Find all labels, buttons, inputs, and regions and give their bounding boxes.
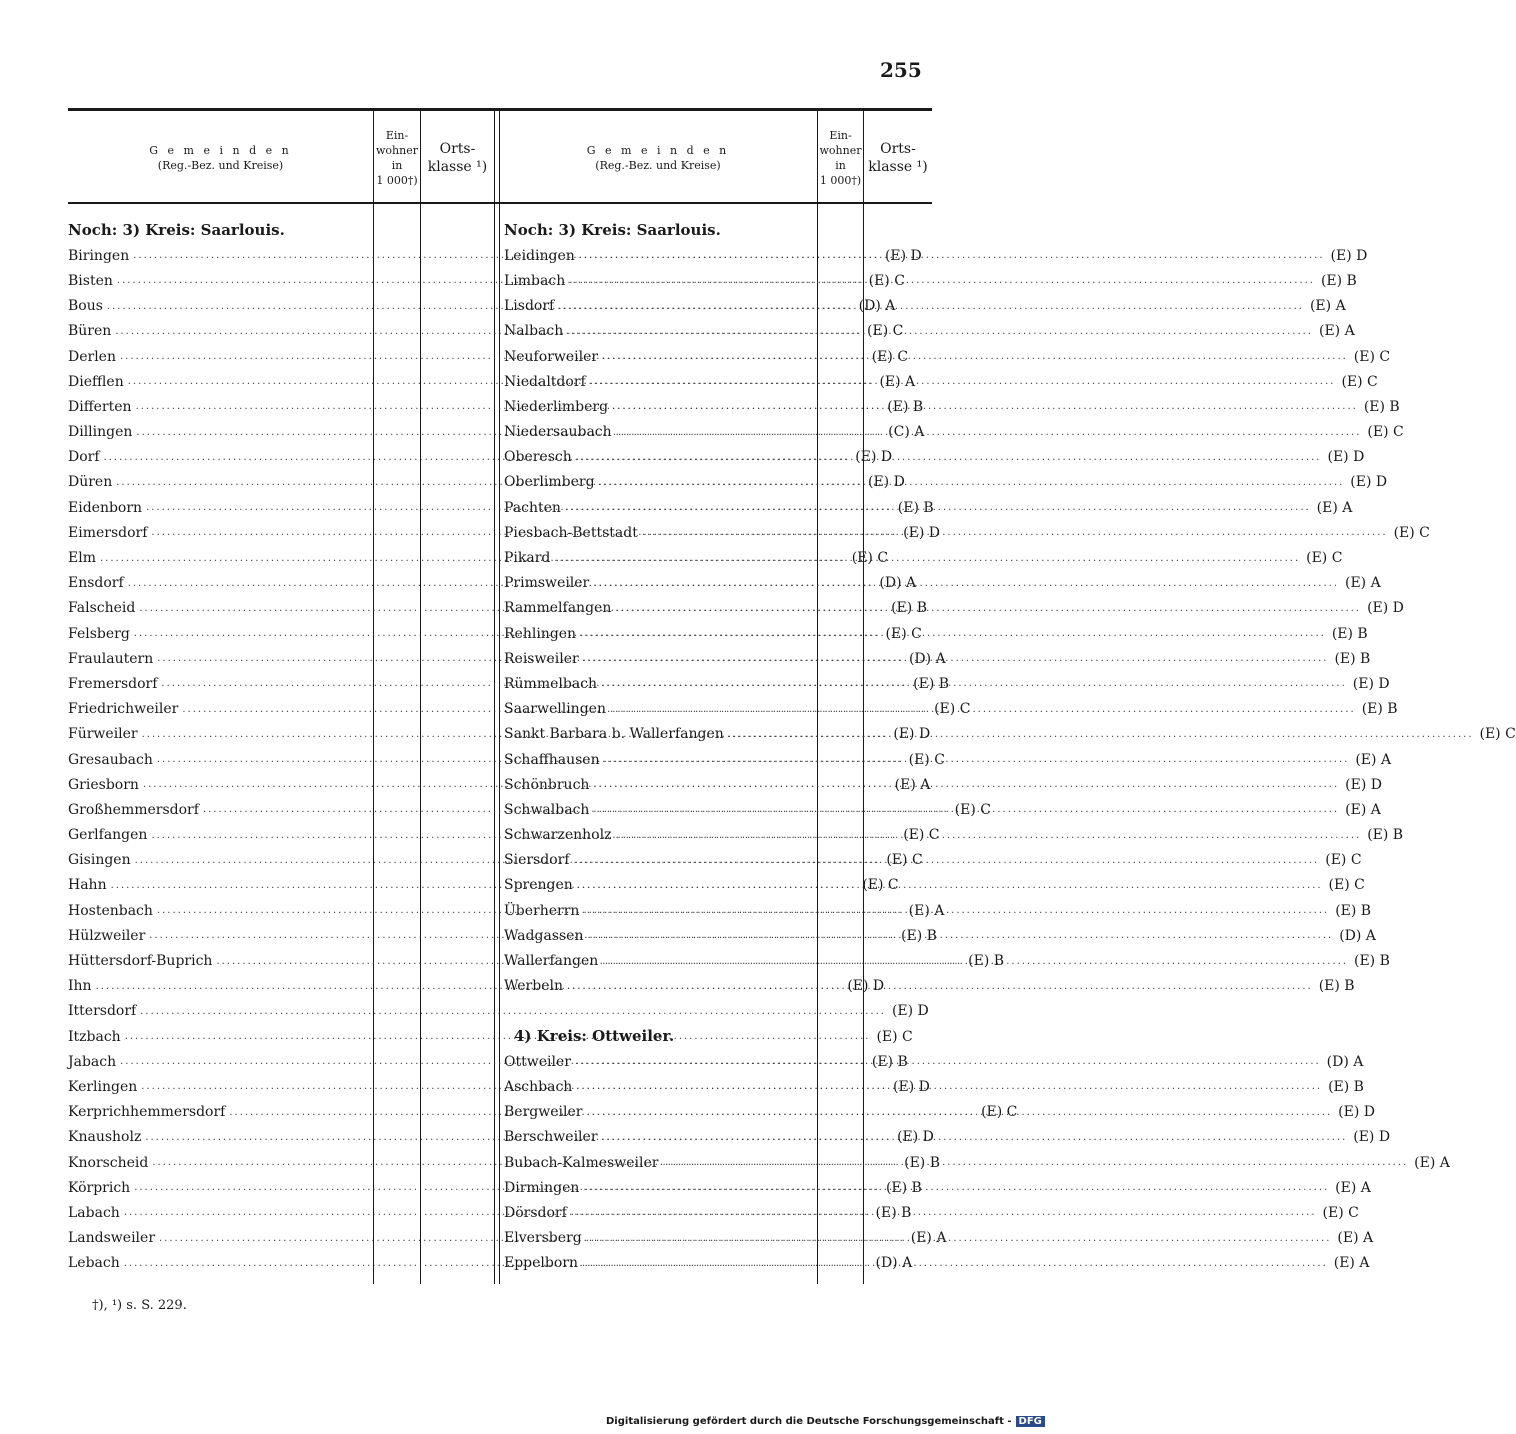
ortsklasse-value: (E) B — [913, 675, 950, 692]
ortsklasse-value: (E) D — [1327, 449, 1365, 466]
leader-dots — [580, 628, 1326, 639]
gemeinde-name: Niedaltdorf — [504, 373, 586, 390]
gemeinde-name: Gerlfangen — [68, 827, 148, 844]
header-einwohner-left — [374, 116, 420, 200]
leader-dots — [567, 326, 1313, 337]
gemeinde-name: Büren — [68, 323, 112, 340]
ortsklasse-value: (E) C — [867, 323, 904, 340]
ortsklasse-value: (E) D — [903, 524, 940, 541]
gemeinde-name: Schönbruch — [504, 776, 590, 793]
ortsklasse-value: (E) C — [1353, 348, 1391, 365]
ortsklasse-value: (D) A — [875, 1255, 913, 1272]
table-row — [504, 445, 1365, 470]
leader-dots — [558, 301, 1304, 312]
gemeinde-name: Bergweiler — [504, 1104, 583, 1121]
gemeinde-name: Primsweiler — [504, 575, 590, 592]
gemeinde-name: Überherrn — [504, 902, 580, 919]
leader-dots — [728, 729, 1474, 740]
header-gemeinden-label: G e m e i n d e n — [149, 144, 292, 157]
gemeinde-name: Leidingen — [504, 247, 575, 264]
header-einwohner-line: in — [835, 159, 846, 172]
gemeinde-name: Saarwellingen — [504, 701, 606, 718]
table-row — [504, 1226, 1374, 1251]
table-row — [504, 948, 1390, 973]
ortsklasse-value: (E) B — [885, 1179, 922, 1196]
page-number: 255 — [880, 58, 922, 82]
gemeinde-name: Hahn — [68, 877, 107, 894]
ortsklasse-value: (E) C — [1306, 550, 1343, 567]
gemeinde-name: Oberesch — [504, 449, 572, 466]
gemeinde-name: Fraulautern — [68, 650, 154, 667]
gemeinden-table — [68, 108, 1516, 1284]
ortsklasse-value: (E) D — [1352, 675, 1390, 692]
ortsklasse-value: (E) B — [887, 398, 924, 415]
gemeinde-name: Gresaubach — [68, 751, 153, 768]
ortsklasse-value: (E) A — [1414, 1154, 1450, 1171]
header-einwohner-line: wohner — [376, 144, 418, 157]
gemeinde-name: Großhemmersdorf — [68, 801, 199, 818]
leader-dots — [583, 1182, 1329, 1193]
header-ortsklasse-line: Orts- — [880, 141, 916, 157]
table-row — [504, 294, 1346, 319]
header-gemeinden-right — [499, 116, 817, 200]
ortsklasse-value: (E) B — [871, 1053, 908, 1070]
leader-dots — [586, 1107, 1332, 1118]
leader-dots — [616, 427, 1362, 438]
ortsklasse-value: (E) B — [1361, 701, 1398, 718]
gemeinde-name: Felsberg — [68, 625, 130, 642]
ortsklasse-value: (E) A — [1318, 323, 1355, 340]
leader-dots — [599, 477, 1345, 488]
header-einwohner-line: wohner — [819, 144, 862, 157]
header-einwohner-line: Ein- — [829, 129, 852, 142]
top-rule — [68, 108, 932, 111]
gemeinde-name: Dirmingen — [504, 1179, 580, 1196]
gemeinde-name: Ensdorf — [68, 575, 124, 592]
table-row — [504, 1175, 1371, 1200]
ortsklasse-value: (E) A — [910, 1230, 947, 1247]
gemeinde-name: Ottweiler — [504, 1053, 571, 1070]
gemeinde-name: Neuforweiler — [504, 348, 599, 365]
ortsklasse-value: (E) C — [981, 1104, 1018, 1121]
gemeinde-name: Schwarzenholz — [504, 827, 612, 844]
ortsklasse-value: (E) B — [897, 499, 934, 516]
table-row — [504, 1200, 1359, 1225]
table-row — [504, 495, 1353, 520]
ortsklasse-value: (E) C — [1367, 424, 1404, 441]
gemeinde-name: Limbach — [504, 272, 566, 289]
leader-dots — [582, 1258, 1328, 1269]
leader-dots — [593, 804, 1339, 815]
ortsklasse-value: (E) D — [1338, 1104, 1375, 1121]
leader-dots — [642, 527, 1388, 538]
ortsklasse-value: (E) A — [894, 776, 931, 793]
leader-dots — [583, 905, 1329, 916]
table-row — [504, 873, 1365, 898]
right-column — [504, 218, 1516, 1276]
header-gemeinden-left — [68, 116, 373, 200]
gemeinde-name: Piesbach-Bettstadt — [504, 524, 638, 541]
ortsklasse-value: (C) A — [888, 424, 925, 441]
leader-dots — [583, 653, 1329, 664]
gemeinde-name: Gisingen — [68, 852, 131, 869]
header-ortsklasse-right — [864, 116, 932, 200]
gemeinde-name: Kerprichhemmersdorf — [68, 1104, 226, 1121]
gemeinde-name: Griesborn — [68, 776, 139, 793]
gemeinde-name: Niedersaubach — [504, 424, 612, 441]
header-gemeinden-sub: (Reg.-Bez. und Kreise) — [595, 159, 721, 172]
header-ortsklasse-line: klasse ¹) — [868, 159, 928, 175]
leader-dots — [586, 1233, 1332, 1244]
leader-dots — [577, 880, 1323, 891]
table-row — [504, 596, 1404, 621]
ortsklasse-value: (E) C — [868, 272, 905, 289]
section-heading: Noch: 3) Kreis: Saarlouis. — [504, 221, 721, 239]
ortsklasse-value: (E) B — [1335, 902, 1372, 919]
gemeinde-name: Schaffhausen — [504, 751, 600, 768]
gemeinde-name: Lebach — [68, 1255, 120, 1272]
table-row — [504, 722, 1516, 747]
leader-dots — [610, 704, 1356, 715]
leader-dots — [554, 553, 1300, 564]
table-row — [504, 319, 1355, 344]
ortsklasse-value: (E) A — [879, 373, 916, 390]
table-row — [504, 394, 1400, 419]
ortsklasse-value: (E) B — [1318, 978, 1355, 995]
ortsklasse-value: (E) B — [875, 1204, 912, 1221]
ortsklasse-value: (E) A — [908, 902, 945, 919]
ortsklasse-value: (E) C — [876, 1028, 913, 1045]
leader-dots — [602, 351, 1348, 362]
leader-dots — [569, 275, 1315, 286]
table-row — [504, 520, 1430, 545]
gemeinde-name: Dillingen — [68, 424, 133, 441]
leader-dots — [590, 376, 1336, 387]
gemeinde-name: Falscheid — [68, 600, 136, 617]
header-einwohner-line: 1 000†) — [819, 174, 862, 187]
gemeinde-name: Dorf — [68, 449, 100, 466]
gemeinde-name: Knausholz — [68, 1129, 142, 1146]
right-rows-saarlouis — [504, 243, 1516, 999]
gemeinde-name: Bubach-Kalmesweiler — [504, 1154, 659, 1171]
leader-dots — [602, 1132, 1348, 1143]
ortsklasse-value: (E) D — [855, 449, 893, 466]
table-row — [504, 369, 1378, 394]
ortsklasse-value: (E) C — [1341, 373, 1378, 390]
ortsklasse-value: (E) D — [891, 1003, 929, 1020]
ortsklasse-value: (E) B — [1363, 398, 1400, 415]
ortsklasse-value: (E) D — [847, 978, 885, 995]
gemeinde-name: Rehlingen — [504, 625, 577, 642]
table-row — [504, 923, 1376, 948]
ortsklasse-value: (E) C — [1322, 1204, 1359, 1221]
gemeinde-name: Bous — [68, 298, 103, 315]
ortsklasse-value: (E) B — [901, 927, 937, 944]
header-rule — [68, 202, 932, 204]
ortsklasse-value: (E) C — [1328, 877, 1365, 894]
table-row — [504, 974, 1355, 999]
ortsklasse-value: (E) C — [885, 625, 922, 642]
ortsklasse-value: (E) D — [1345, 776, 1382, 793]
ortsklasse-value: (E) B — [1354, 953, 1390, 970]
credit-text: Digitalisierung gefördert durch die Deutsche Forschungsgemeinschaft - — [606, 1416, 1012, 1427]
ortsklasse-value: (E) D — [1353, 1129, 1391, 1146]
gemeinde-name: Elversberg — [504, 1230, 582, 1247]
ortsklasse-value: (E) D — [893, 1078, 930, 1095]
leader-dots — [571, 1207, 1317, 1218]
leader-dots — [604, 754, 1350, 765]
leader-dots — [565, 502, 1311, 513]
table-row — [504, 470, 1388, 495]
gemeinde-name: Kerlingen — [68, 1078, 138, 1095]
header-einwohner-line: in — [391, 159, 403, 172]
ortsklasse-value: (E) A — [1333, 1255, 1370, 1272]
ortsklasse-value: (E) C — [1479, 726, 1516, 743]
table-row — [504, 1049, 1364, 1074]
section-heading: Noch: 3) Kreis: Saarlouis. — [68, 221, 285, 239]
gemeinde-name: Reisweiler — [504, 650, 579, 667]
table-row — [504, 344, 1391, 369]
ortsklasse-value: (E) C — [1393, 524, 1430, 541]
ortsklasse-value: (E) D — [1330, 247, 1368, 264]
gemeinde-name: Itzbach — [68, 1028, 121, 1045]
gemeinde-name: Hostenbach — [68, 902, 153, 919]
gemeinde-name: Wadgassen — [504, 927, 584, 944]
header-einwohner-line: 1 000†) — [376, 174, 418, 187]
leader-dots — [579, 250, 1325, 261]
gemeinde-name: Pikard — [504, 550, 551, 567]
leader-dots — [567, 981, 1313, 992]
gemeinde-name: Elm — [68, 550, 96, 567]
leader-dots — [615, 830, 1361, 841]
ortsklasse-value: (E) C — [862, 877, 899, 894]
spacer — [504, 999, 925, 1024]
ortsklasse-value: (D) A — [1339, 927, 1376, 944]
header-ortsklasse-line: Orts- — [439, 141, 476, 157]
gemeinde-name: Ihn — [68, 978, 92, 995]
leader-dots — [662, 1157, 1408, 1168]
gemeinde-name: Friedrichweiler — [68, 701, 179, 718]
ortsklasse-value: (E) B — [968, 953, 1005, 970]
gemeinde-name: Fremersdorf — [68, 675, 158, 692]
ortsklasse-value: (E) D — [893, 726, 931, 743]
ortsklasse-value: (E) D — [884, 247, 922, 264]
table-row — [504, 1150, 1450, 1175]
section-heading-ottweiler: 4) Kreis: Ottweiler. — [514, 1027, 675, 1045]
ortsklasse-value: (E) C — [1325, 852, 1362, 869]
table-row — [504, 545, 1343, 570]
table-row — [504, 1125, 1391, 1150]
ortsklasse-value: (E) A — [1345, 801, 1381, 818]
ortsklasse-value: (E) C — [908, 751, 945, 768]
table-row — [504, 772, 1382, 797]
table-row — [504, 621, 1368, 646]
ortsklasse-value: (E) B — [891, 600, 927, 617]
gemeinde-name: Dörsdorf — [504, 1204, 567, 1221]
leader-dots — [574, 855, 1320, 866]
gemeinde-name: Pachten — [504, 499, 561, 516]
gemeinde-name: Rümmelbach — [504, 675, 598, 692]
gemeinde-name: Bisten — [68, 272, 113, 289]
ortsklasse-value: (E) B — [1331, 625, 1368, 642]
ortsklasse-value: (E) C — [851, 550, 889, 567]
header-gemeinden-label: G e m e i n d e n — [586, 144, 730, 157]
ortsklasse-value: (E) A — [1337, 1230, 1374, 1247]
right-rows-ottweiler — [504, 1049, 1450, 1276]
gemeinde-name: Ittersdorf — [68, 1003, 137, 1020]
ortsklasse-value: (E) A — [1355, 751, 1392, 768]
gemeinde-name: Derlen — [68, 348, 116, 365]
ortsklasse-value: (E) A — [1335, 1179, 1371, 1196]
gemeinde-name: Differten — [68, 398, 132, 415]
table-row — [504, 571, 1381, 596]
ortsklasse-value: (E) D — [897, 1129, 934, 1146]
gemeinde-name: Jabach — [68, 1053, 117, 1070]
ortsklasse-value: (E) C — [886, 852, 923, 869]
ortsklasse-value: (E) A — [1316, 499, 1353, 516]
ortsklasse-value: (E) C — [871, 348, 909, 365]
header-ortsklasse-left — [421, 116, 494, 200]
leader-dots — [576, 1081, 1322, 1092]
gemeinde-name: Oberlimberg — [504, 474, 595, 491]
ortsklasse-value: (E) C — [934, 701, 971, 718]
gemeinde-name: Fürweiler — [68, 726, 138, 743]
gemeinde-name: Nalbach — [504, 323, 564, 340]
leader-dots — [601, 678, 1347, 689]
ortsklasse-value: (E) C — [903, 827, 940, 844]
table-row — [504, 243, 1368, 268]
gemeinde-name: Berschweiler — [504, 1129, 598, 1146]
leader-dots — [593, 578, 1339, 589]
gemeinde-name: Siersdorf — [504, 852, 570, 869]
gemeinde-name: Biringen — [68, 247, 130, 264]
gemeinde-name: Hüttersdorf-Buprich — [68, 953, 213, 970]
table-row — [68, 999, 929, 1024]
ortsklasse-value: (E) B — [1334, 650, 1371, 667]
gemeinde-name: Eidenborn — [68, 499, 143, 516]
header-gemeinden-sub: (Reg.-Bez. und Kreise) — [157, 159, 284, 172]
gemeinde-name: Körprich — [68, 1179, 131, 1196]
table-row — [504, 420, 1404, 445]
gemeinde-name: Niederlimberg — [504, 398, 609, 415]
ortsklasse-value: (E) B — [904, 1154, 940, 1171]
ortsklasse-value: (E) D — [867, 474, 905, 491]
gemeinde-name: Knorscheid — [68, 1154, 149, 1171]
ortsklasse-value: (E) D — [1350, 474, 1388, 491]
table-row — [504, 1251, 1370, 1276]
gemeinde-name: Aschbach — [504, 1078, 573, 1095]
gemeinde-name: Diefflen — [68, 373, 124, 390]
gemeinde-name: Sankt Barbara b. Wallerfangen — [504, 726, 724, 743]
leader-dots — [587, 930, 1333, 941]
dfg-logo: DFG — [1016, 1416, 1045, 1427]
ortsklasse-value: (D) A — [879, 575, 917, 592]
gemeinde-name: Wallerfangen — [504, 953, 599, 970]
ortsklasse-value: (D) A — [1326, 1053, 1364, 1070]
leader-dots — [576, 452, 1322, 463]
ortsklasse-value: (E) C — [954, 801, 991, 818]
leader-dots — [612, 401, 1358, 412]
footnote: †), ¹) s. S. 229. — [92, 1298, 187, 1313]
leader-dots — [575, 1056, 1321, 1067]
gemeinde-name: Eppelborn — [504, 1255, 579, 1272]
gemeinde-name: Werbeln — [504, 978, 563, 995]
header-einwohner-line: Ein- — [385, 129, 409, 142]
gemeinde-name: Sprengen — [504, 877, 573, 894]
leader-dots — [615, 603, 1361, 614]
ortsklasse-value: (D) A — [858, 298, 896, 315]
ortsklasse-value: (E) D — [1367, 600, 1404, 617]
ortsklasse-value: (E) B — [1328, 1078, 1364, 1095]
ortsklasse-value: (E) A — [1345, 575, 1381, 592]
gemeinde-name: Schwalbach — [504, 801, 590, 818]
header-ortsklasse-line: klasse ¹) — [427, 159, 488, 175]
ortsklasse-value: (E) B — [1367, 827, 1404, 844]
leader-dots — [593, 779, 1339, 790]
gemeinde-name: Düren — [68, 474, 113, 491]
header-einwohner-right — [818, 116, 863, 200]
ortsklasse-value: (E) A — [1309, 298, 1346, 315]
gemeinde-name: Rammelfangen — [504, 600, 612, 617]
digitization-credit — [606, 1416, 1042, 1427]
table-row — [504, 268, 1357, 293]
gemeinde-name: Lisdorf — [504, 298, 555, 315]
gemeinde-name: Eimersdorf — [68, 524, 148, 541]
leader-dots — [602, 956, 1348, 967]
table-row — [504, 1074, 1364, 1099]
ortsklasse-value: (E) B — [1320, 272, 1357, 289]
ortsklasse-value: (D) A — [908, 650, 946, 667]
gemeinde-name: Landsweiler — [68, 1230, 156, 1247]
gemeinde-name: Hülzweiler — [68, 927, 146, 944]
gemeinde-name: Labach — [68, 1204, 120, 1221]
table-row — [504, 823, 1404, 848]
table-row — [504, 848, 1362, 873]
